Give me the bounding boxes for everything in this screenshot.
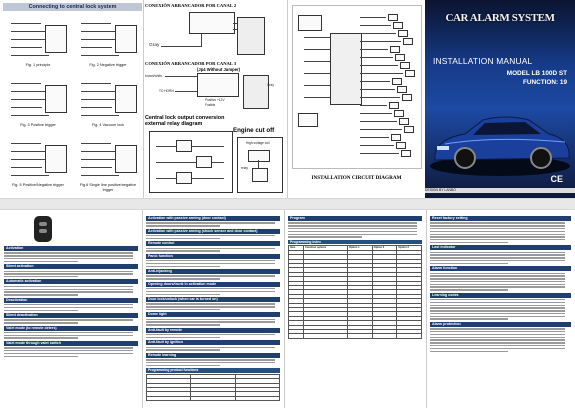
section-heading: Last indicator [430, 245, 571, 250]
heading-canal2: CONEXIÓN ARRANCADOR POR CANAL 2 [145, 3, 237, 8]
text-line [430, 313, 565, 314]
cover-designer: DESIGN BY LANBO [425, 188, 575, 193]
text-line [4, 273, 133, 274]
text-line [4, 353, 133, 354]
text-line [430, 302, 565, 303]
text-line [4, 289, 133, 290]
text-line [430, 281, 565, 282]
section-heading: Program [288, 216, 422, 221]
text-line [430, 257, 565, 258]
section-heading: Activation with passive arming (shock sensor and door contact) [146, 229, 280, 234]
header-function-options: Function options [304, 246, 348, 250]
text-line [4, 252, 133, 253]
car-wheel-rear [531, 148, 551, 168]
text-line [430, 252, 565, 253]
panel-operation [4, 214, 138, 404]
table-cell [304, 334, 348, 338]
panel-programming-text [288, 216, 422, 238]
cover-title: CAR ALARM SYSTEM [445, 12, 555, 24]
harness-connector [395, 54, 405, 61]
heading-engine-cutoff: Engine cut off [233, 127, 275, 134]
harness-connector [390, 46, 400, 53]
harness-connector [394, 110, 404, 117]
remote-button-icon [39, 222, 47, 226]
section-heading: Anti-fault by ignition [146, 340, 280, 345]
text-line [430, 234, 565, 235]
section-heading: Anti-hijacking [146, 269, 280, 274]
harness-connector [392, 78, 402, 85]
text-line [146, 275, 275, 276]
harness-connector [405, 70, 415, 77]
text-line [430, 286, 565, 287]
lock-figure-caption: Fig. 3 Positive trigger [20, 123, 56, 127]
section-heading: Remote learning [146, 353, 280, 358]
text-line [146, 303, 275, 304]
text-line [430, 236, 565, 237]
harness-connector [398, 30, 408, 37]
canal3-note: (Jp4 Without Jumper) [197, 67, 240, 72]
lock-figure-caption: Fig. 2 Negative trigger [89, 63, 127, 67]
text-line [146, 309, 220, 310]
text-line [430, 278, 565, 279]
section-heading: Opening doors/trunk in activation mode [146, 282, 280, 287]
text-line [430, 275, 565, 276]
lock-figure-drawing [7, 77, 69, 121]
programming-index-table [288, 245, 422, 339]
lock-figure-caption: Fig. 4 Vacuum lock [91, 123, 124, 127]
text-line [146, 349, 220, 350]
panel-features [146, 214, 280, 404]
text-line [4, 294, 78, 295]
lock-figure [75, 75, 141, 131]
relay-diagram [149, 131, 233, 193]
text-line [146, 250, 220, 251]
label-gray-2: Gray [267, 83, 274, 87]
table-cell [397, 334, 422, 338]
engine-cutoff-diagram [237, 137, 283, 193]
text-line [146, 324, 220, 325]
panel-wiring-diagram [290, 3, 423, 195]
section-heading: Alarm protection [430, 322, 571, 327]
text-line [146, 337, 220, 338]
label-positive: Positivo +12V [205, 98, 225, 102]
text-line [4, 286, 133, 287]
lock-figure [75, 135, 141, 191]
section-heading: Activation [4, 246, 138, 251]
programming-index-header [289, 246, 422, 250]
section-heading: Remote control [146, 241, 280, 246]
text-line [4, 255, 133, 256]
text-line [430, 254, 565, 255]
label-relay: relay [241, 166, 248, 170]
alarm-control-unit [330, 33, 362, 105]
siren-unit [298, 15, 322, 31]
text-line [4, 356, 78, 357]
text-line [430, 348, 565, 349]
text-line [430, 318, 508, 319]
text-line [146, 288, 275, 289]
text-line [4, 261, 78, 262]
text-line [146, 263, 275, 264]
section-heading: Reset factory setting [430, 216, 571, 221]
section-heading: Dome light [146, 312, 280, 317]
text-line [430, 337, 565, 338]
text-line [288, 222, 417, 223]
programming-functions-table [146, 374, 280, 401]
header-option-1: Option 1 [348, 246, 373, 250]
top-sheet [0, 0, 575, 198]
panel-settings-text [430, 216, 571, 352]
label-gray: Gray [149, 43, 160, 48]
heading-relay-diagram: Central lock output conversion external relay diagram [145, 115, 225, 128]
text-line [4, 291, 133, 292]
table-row [289, 334, 422, 338]
text-line [288, 228, 417, 229]
text-line [146, 225, 220, 226]
harness-connector [389, 102, 399, 109]
lock-figure-caption: Fig.6 Single line positive/negative trigger [79, 183, 137, 192]
programming-index-title: Programming index [288, 240, 422, 245]
section-heading: Anti-fault by remote [146, 328, 280, 333]
programming-functions-title: Programming product functions [146, 368, 280, 373]
panel-features-text [146, 216, 280, 366]
canal2-connector [237, 17, 265, 55]
panel-programming [288, 214, 422, 404]
text-line [430, 334, 565, 335]
text-line [4, 258, 133, 259]
canal3-connector [243, 75, 269, 109]
table-cell [147, 396, 191, 400]
text-line [430, 225, 565, 226]
table-cell [235, 396, 279, 400]
text-line [4, 307, 133, 308]
wiring-diagram-footer: INSTALLATION CIRCUIT DIAGRAM [311, 175, 402, 181]
text-line [146, 235, 275, 236]
section-heading: Silent deactivation [4, 313, 138, 318]
section-heading: Valet mode (to remote deters) [4, 326, 138, 331]
text-line [430, 284, 565, 285]
header-item: Item [289, 246, 304, 250]
lock-figure-caption: Fig. 1 principle [25, 63, 51, 67]
table-row [147, 396, 280, 400]
cover-subtitle: INSTALLATION MANUAL [433, 56, 533, 66]
text-line [146, 248, 275, 249]
car-wheel-front [455, 148, 475, 168]
harness-connector [402, 94, 412, 101]
text-line [430, 299, 565, 300]
text-line [430, 339, 565, 340]
panel-starter-connection [145, 3, 285, 195]
harness-connector [393, 22, 403, 29]
text-line [146, 294, 220, 295]
lock-figure [75, 15, 141, 71]
text-line [430, 273, 565, 274]
canal3-relay-box [197, 73, 239, 97]
text-line [146, 321, 275, 322]
lock-figure-drawing [77, 77, 139, 121]
text-line [4, 319, 133, 320]
text-line [146, 222, 275, 223]
canal2-relay-box [189, 12, 235, 34]
text-line [430, 239, 565, 240]
section-heading: Valet mode through valet switch [4, 341, 138, 346]
text-line [4, 322, 78, 323]
table-cell [348, 334, 373, 338]
text-line [430, 231, 565, 232]
panel-central-lock-title: Connecting to central lock system [3, 3, 142, 11]
section-heading: Automatic activation [4, 279, 138, 284]
text-line [288, 234, 417, 235]
harness-connector [403, 38, 413, 45]
text-line [430, 342, 565, 343]
label-high-voltage-coil: High-voltage coil [246, 141, 270, 145]
table-cell [191, 396, 235, 400]
text-line [430, 228, 565, 229]
text-line [430, 307, 565, 308]
text-line [146, 347, 275, 348]
harness-connector [396, 142, 406, 149]
text-line [430, 316, 565, 317]
harness-connector [401, 150, 411, 157]
text-line [288, 236, 362, 237]
car-headlight [437, 146, 449, 150]
panel-operation-text [4, 246, 138, 357]
text-line [146, 260, 275, 261]
section-heading: Silent activation [4, 264, 138, 269]
remote-button-icon [39, 229, 47, 233]
text-line [430, 222, 565, 223]
text-line [430, 328, 565, 329]
label-to-horn: TO HORN [159, 89, 174, 93]
text-line [430, 263, 508, 264]
text-line [4, 332, 133, 333]
section-heading: Alarm function [430, 266, 571, 271]
lock-figure-drawing [7, 17, 69, 61]
section-heading: Learning codes [430, 293, 571, 298]
cover-function: FUNCTION: 19 [522, 79, 567, 86]
panel-settings [430, 214, 571, 404]
text-line [430, 289, 508, 290]
lock-figure [5, 15, 71, 71]
section-heading: Deactivation [4, 298, 138, 303]
harness-connector [399, 118, 409, 125]
text-line [146, 319, 275, 320]
header-option-2: Option 2 [372, 246, 397, 250]
text-line [430, 305, 565, 306]
harness-connector [400, 62, 410, 69]
text-line [146, 365, 220, 366]
cover-panel [425, 0, 575, 198]
text-line [430, 310, 565, 311]
text-line [146, 278, 220, 279]
section-heading: Activation with passive arming (door contact) [146, 216, 280, 221]
lock-figure-drawing [7, 137, 69, 181]
panel-central-lock [3, 3, 142, 195]
text-line [146, 291, 275, 292]
text-line [4, 304, 133, 305]
lock-figure [5, 75, 71, 131]
label-brown-white: brown/white [145, 74, 163, 78]
text-line [430, 242, 508, 243]
harness-connector [388, 14, 398, 21]
lock-figure-caption: Fig. 5 Positive/Negative trigger [12, 183, 64, 187]
harness-connector [404, 126, 414, 133]
harness-connector [391, 134, 401, 141]
lock-figure [5, 135, 71, 191]
text-line [288, 225, 417, 226]
cover-model: MODEL LB 100D ST [506, 70, 567, 77]
text-line [4, 347, 133, 348]
text-line [4, 335, 133, 336]
text-line [146, 266, 220, 267]
text-line [430, 260, 565, 261]
text-line [4, 276, 78, 277]
lock-figure-drawing [77, 17, 139, 61]
text-line [4, 310, 78, 311]
text-line [430, 345, 565, 346]
text-line [146, 359, 275, 360]
car-illustration [425, 92, 575, 182]
table-cell [372, 334, 397, 338]
harness-connector [397, 86, 407, 93]
section-heading: Panic function [146, 254, 280, 259]
header-option-3: Option 3 [397, 246, 422, 250]
bottom-sheet [0, 210, 575, 408]
lock-figure-drawing [77, 137, 139, 181]
text-line [430, 351, 508, 352]
label-fusible: Fusible [205, 103, 216, 107]
text-line [288, 231, 417, 232]
heading-canal3: CONEXIÓN ARRANCADOR POR CANAL 3 [145, 61, 237, 66]
remote-illustration [34, 216, 52, 242]
ce-mark: CE [550, 174, 563, 184]
text-line [4, 350, 133, 351]
table-cell [289, 334, 304, 338]
text-line [146, 362, 275, 363]
text-line [430, 331, 565, 332]
section-heading: Door lock/unlock (when car is turned on) [146, 297, 280, 302]
led-unit [298, 113, 318, 127]
text-line [146, 334, 275, 335]
text-line [4, 271, 133, 272]
text-line [4, 337, 78, 338]
text-line [146, 306, 275, 307]
text-line [146, 238, 220, 239]
